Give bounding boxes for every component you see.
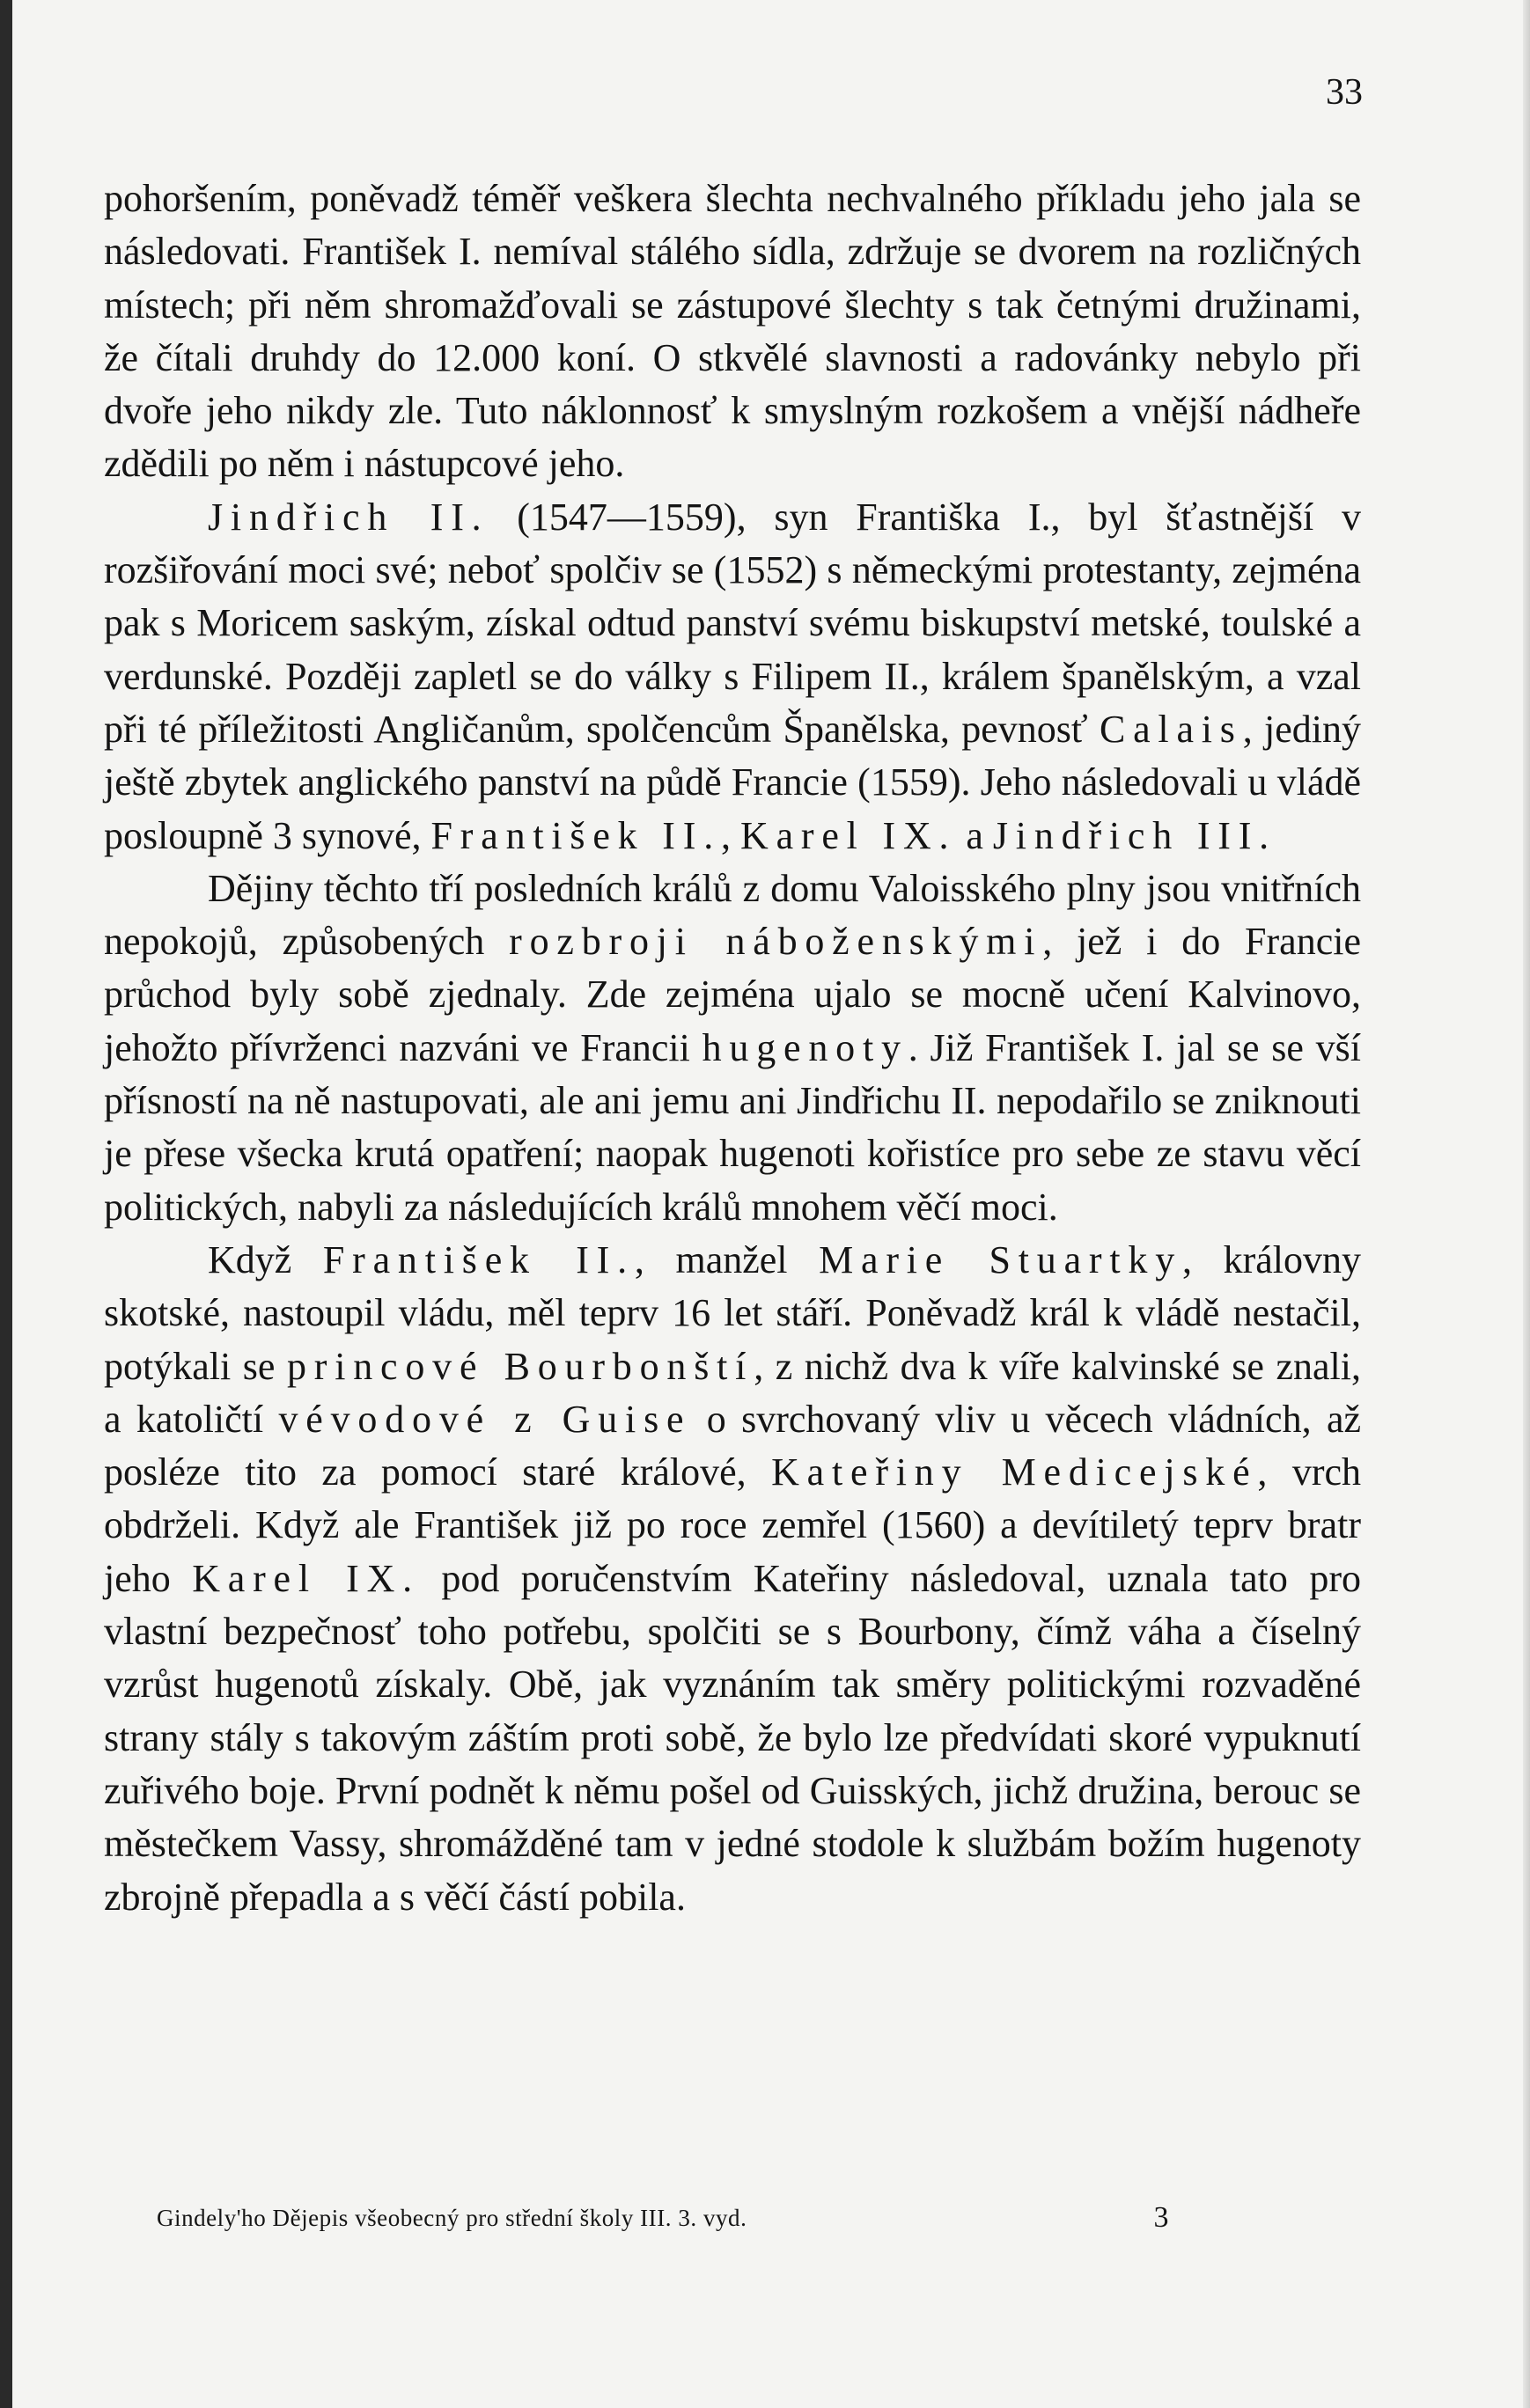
text-run: , manžel [634,1237,820,1281]
text-run: , královny skotské, nastoupil vládu, měl teprv 16 let stáří. Poněvadž král k vládě nestačil, potýkali se [104,1237,1361,1388]
spaced-emphasis: hugenoty [702,1025,908,1069]
text-run: , z nichž dva k víře kalvinské se znali, a katoličtí [104,1344,1361,1441]
text-run: pod poručenstvím Kateřiny následoval, uznala tato pro vlastní bezpečnosť toho potřebu, spolčiti se s Bourbony, čímž váha a číselný vzrůst hugenotů získaly. Obě, jak vyznáním tak směry politickými rozvaděné strany stály s takovým záštím proti sobě, že bylo lze předvídati skoré vypuknutí zuřivého boje. První podnět k němu pošel od Guisských, jichž družina, berouc se městečkem Vassy, shromážděné tam v jedné stodole k službám božím hugenoty zbrojně přepadla a s věčí částí pobila. [104,1556,1361,1919]
footer-signature-line [157,2200,1169,2235]
scan-left-border [0,0,12,2408]
spaced-emphasis: Kateřiny Medicejské [771,1450,1258,1494]
paragraph [104,173,1361,491]
spaced-emphasis: Calais [1099,707,1243,751]
spaced-emphasis: vévodové z Guise [278,1397,692,1441]
spaced-emphasis: Jindřich II. [208,495,489,539]
text-run: , [721,813,740,857]
text-run: , jež i do Francie průchod byly sobě zjednaly. Zde zejména ujalo se mocně učení Kalvinovo, jehožto přívrženci nazváni ve Francii [104,920,1361,1069]
footer-book-title: Gindely'ho Dějepis všeobecný pro střední školy III. 3. vyd. [157,2205,747,2231]
page-number: 33 [1326,72,1363,113]
text-run: Dějiny těchto tří posledních králů z domu Valoisského plny jsou vnitřních nepokojů, způsobených [104,866,1361,964]
text-run: Když [208,1237,323,1281]
spaced-emphasis: Karel IX. [740,813,957,857]
text-run: (1547—1559), syn Františka I., byl šťastnější v rozšiřování moci své; neboť spolčiv se (1552) s německými protestanty, zejména pak s Moricem saským, získal odtud panství svému biskupství metské, toulské a verdunské. Později zapletl se do války s Filipem II., králem španělským, a vzal při té příležitosti Angličanům, spolčencům Španělska, pevnosť [104,495,1361,751]
spaced-emphasis: František II. [322,1237,635,1281]
text-run: o svrchovaný vliv u věcech vládních, až posléze tito za pomocí staré králové, [104,1397,1362,1494]
paragraph [104,491,1361,863]
text-run: . Již František I. jal se se vší přísností na ně nastupovati, ale ani jemu ani Jindřichu II. nepodařilo se zniknouti je přese všecka krutá opatření; naopak hugenoti kořistíce pro sebe ze stavu věcí politických, nabyli za následujících králů mnohem věčí moci. [104,1025,1361,1229]
paragraph [104,863,1361,1234]
text-run: pohoršením, poněvadž téměř veškera šlechta nechvalného příkladu jeho jala se následovati. František I. nemíval stálého sídla, zdržuje se dvorem na rozličných místech; při něm shromažďovali se zástupové šlechty s tak četnými družinami, že čítali druhdy do 12.000 koní. O stkvělé slavnosti a radovánky nebylo při dvoře jeho nikdy zle. Tuto náklonnosť k smyslným rozkošem a vnější nádheře zdědili po něm i nástupcové jeho. [104,177,1361,486]
footer-signature-mark: 3 [1153,2201,1169,2234]
spaced-emphasis: rozbroji náboženskými [509,920,1043,964]
spaced-emphasis: Jindřich III. [992,813,1276,857]
text-run: , vrch obdrželi. Když ale František již po roce zemřel (1560) a devítiletý teprv bratr jeho [104,1450,1362,1600]
spaced-emphasis: princové Bourbonští [286,1344,754,1388]
text-run: , jediný ještě zbytek anglického panství na půdě Francie (1559). Jeho následovali u vládě posloupně 3 synové, [104,707,1361,857]
paragraph [104,1234,1361,1924]
scan-right-edge [1523,0,1530,2408]
spaced-emphasis: František II. [430,813,721,857]
spaced-emphasis: Karel IX. [192,1556,420,1600]
spaced-emphasis: Marie Stuartky [819,1237,1183,1281]
body-text [104,173,1361,1924]
text-run: a [956,813,993,857]
